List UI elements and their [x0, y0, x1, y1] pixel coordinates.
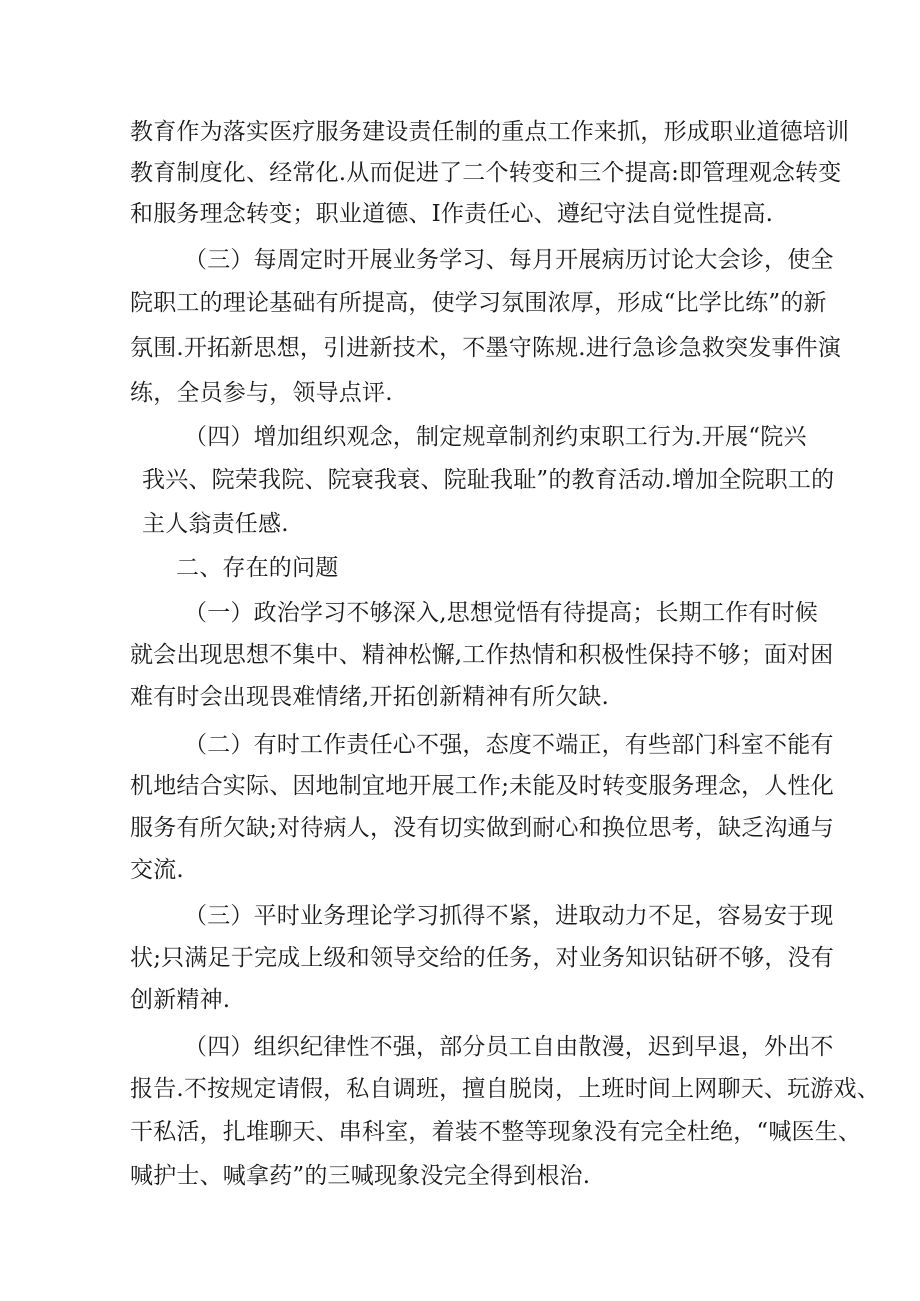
- paragraph-line: （四）增加组织观念，制定规章制剂约束职工行为.开展“院兴: [184, 424, 807, 450]
- paragraph-line: 院职工的理论基础有所提高，使学习氛围浓厚，形成“比学比练”的新: [130, 290, 827, 316]
- paragraph-line: （二）有时工作责任心不强，态度不端正，有些部门科室不能有: [184, 732, 834, 758]
- paragraph-line: 练，全员参与，领导点评.: [130, 380, 393, 406]
- paragraph-line: 就会出现思想不集中、精神松懈,工作热情和积极性保持不够；面对困: [130, 642, 834, 668]
- paragraph-line: 交流.: [130, 857, 184, 883]
- paragraph-line: 和服务理念转变；职业道德、I作责任心、遵纪守法自觉性提高.: [130, 201, 774, 227]
- paragraph-line: 教育制度化、经常化.从而促进了二个转变和三个提高:即管理观念转变: [130, 160, 842, 186]
- paragraph-line: 服务有所欠缺;对待病人，没有切实做到耐心和换位思考，缺乏沟通与: [130, 815, 834, 841]
- paragraph-line: 难有时会出现畏难情绪,开拓创新精神有所欠缺.: [130, 684, 610, 710]
- paragraph-line: （三）每周定时开展业务学习、每月开展病历讨论大会诊，使全: [184, 247, 834, 273]
- paragraph-line: 氛围.开拓新思想，引进新技术，不墨守陈规.进行急诊急救突发事件演: [130, 335, 842, 361]
- paragraph-line: 报告.不按规定请假，私自调班，擅自脱岗，上班时间上网聊天、玩游戏、: [130, 1076, 880, 1102]
- paragraph-line: （一）政治学习不够深入,思想觉悟有待提高；长期工作有时候: [184, 600, 818, 626]
- paragraph-line: 创新精神.: [130, 987, 231, 1013]
- paragraph-line: 主人翁责任感.: [142, 511, 289, 537]
- paragraph-line: 喊护士、喊拿药”的三喊现象没完全得到根治.: [130, 1163, 591, 1189]
- paragraph-line: 教育作为落实医疗服务建设责任制的重点工作来抓，形成职业道德培训: [130, 119, 850, 145]
- paragraph-line: 状;只满足于完成上级和领导交给的任务，对业务知识钻研不够，没有: [130, 945, 834, 971]
- section-heading: 二、存在的问题: [176, 555, 339, 581]
- paragraph-line: 机地结合实际、因地制宜地开展工作;未能及时转变服务理念，人性化: [130, 773, 834, 799]
- paragraph-line: （三）平时业务理论学习抓得不紧，进取动力不足，容易安于现: [184, 903, 834, 929]
- paragraph-line: 我兴、院荣我院、院衰我衰、院耻我耻”的教育活动.增加全院职工的: [142, 467, 835, 493]
- paragraph-line: 干私活，扎堆聊天、串科室，着装不整等现象没有完全杜绝，“喊医生、: [130, 1119, 862, 1145]
- paragraph-line: （四）组织纪律性不强，部分员工自由散漫，迟到早退，外出不: [184, 1034, 834, 1060]
